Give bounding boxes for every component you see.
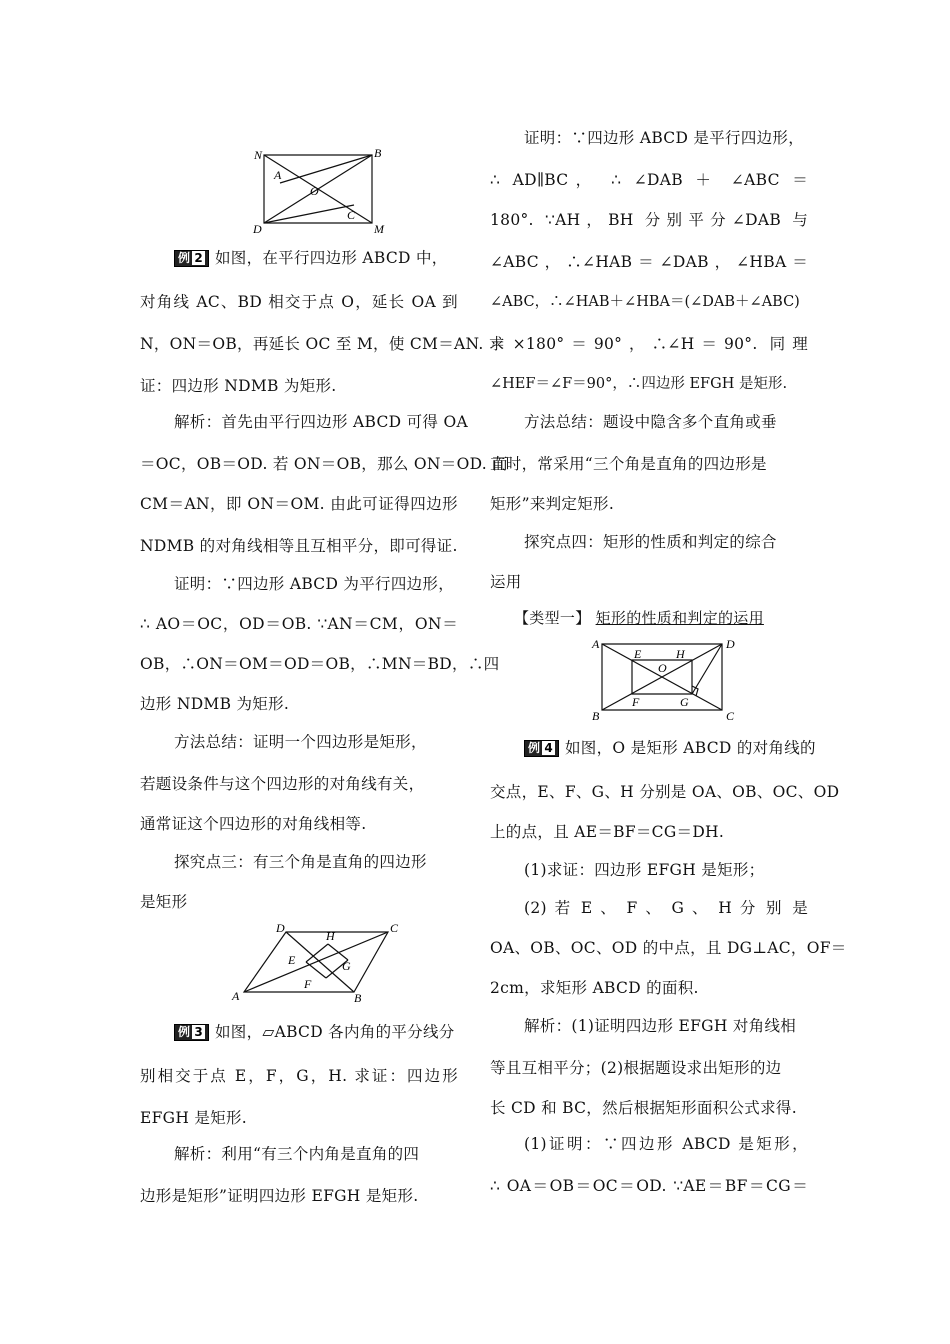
fig3-label-f: F: [304, 977, 312, 991]
proof-4-line-1: (1)证明：∵四边形 ABCD 是矩形，: [524, 1135, 808, 1153]
example-4-line-1: 例 4 如图，O 是矩形 ABCD 的对角线的: [524, 738, 808, 758]
proof-3-line-2: ∴ AD∥BC， ∴ ∠DAB ＋ ∠ABC ＝: [490, 171, 808, 189]
question-2-line-3: 2cm，求矩形 ABCD 的面积.: [490, 979, 699, 997]
example-4-badge: 例 4: [524, 740, 559, 757]
method-2-line-3: 通常证这个四边形的对角线相等.: [140, 815, 367, 833]
proof-3-line-7: ∠HEF＝∠F＝90°，∴四边形 EFGH 是矩形.: [490, 376, 788, 392]
fig1-label-m: M: [374, 222, 384, 236]
analysis-2-line-3: CM＝AN，即 ON＝OM. 由此可证得四边形: [140, 495, 458, 513]
example-3-line-3: EFGH 是矩形.: [140, 1109, 248, 1127]
analysis-3-line-1: 解析：利用“有三个内角是直角的四: [174, 1145, 420, 1163]
figure-rectangle-ndmb: [250, 145, 390, 237]
example-2-line-2: 对角线 AC、BD 相交于点 O，延长 OA 到: [140, 293, 458, 311]
proof-3-line-3: 180°. ∵AH，BH 分别平分∠DAB 与: [490, 211, 808, 229]
proof-3-line-5: ∠ABC，∴∠HAB＋∠HBA＝(∠DAB＋∠ABC): [490, 294, 800, 310]
fig3-label-g: G: [342, 959, 351, 973]
fig3-label-b: B: [354, 991, 362, 1005]
method-3-line-3: 矩形”来判定矩形.: [490, 495, 615, 513]
fig1-label-d: D: [253, 222, 262, 236]
figure-rectangle-abcd-efgh: [588, 634, 748, 726]
example-3-badge: 例 3: [174, 1024, 209, 1041]
fig4-label-d: D: [726, 637, 735, 651]
example-2-line-4: 证：四边形 NDMB 为矩形.: [140, 377, 337, 395]
fig1-label-n: N: [254, 148, 263, 162]
analysis-4-line-3: 长 CD 和 BC，然后根据矩形面积公式求得.: [490, 1099, 797, 1117]
analysis-4-line-1: 解析：(1)证明四边形 EFGH 对角线相: [524, 1017, 797, 1035]
fig4-label-h: H: [676, 647, 685, 661]
analysis-2-line-1: 解析：首先由平行四边形 ABCD 可得 OA: [174, 413, 468, 431]
analysis-4-line-2: 等且互相平分；(2)根据题设求出矩形的边: [490, 1059, 782, 1077]
fig3-label-c: C: [390, 921, 399, 935]
proof-2-line-1: 证明：∵四边形 ABCD 为平行四边形，: [174, 575, 455, 593]
point-3-line-2: 是矩形: [140, 893, 188, 911]
fig4-label-e: E: [634, 647, 642, 661]
fig4-label-o: O: [658, 661, 667, 675]
type-1-title: 矩形的性质和判定的运用: [595, 609, 764, 627]
figure-parallelogram-efgh: [230, 918, 410, 1006]
fig4-label-a: A: [592, 637, 600, 651]
fig3-label-d: D: [276, 921, 285, 935]
proof-4-line-2: ∴ OA＝OB＝OC＝OD. ∵AE＝BF＝CG＝: [490, 1177, 808, 1195]
fig3-label-h: H: [326, 929, 335, 943]
proof-3-line-6: ＝×180°＝90°，∴∠H＝90°. 同理: [490, 335, 808, 353]
proof-3-line-4: ∠ABC，∴∠HAB＝∠DAB，∠HBA＝: [490, 253, 808, 271]
example-4-line-3: 上的点，且 AE＝BF＝CG＝DH.: [490, 823, 725, 841]
fig4-label-f: F: [632, 695, 640, 709]
fig3-label-e: E: [288, 953, 296, 967]
proof-2-line-3: OB，∴ON＝OM＝OD＝OB，∴MN＝BD，∴四: [140, 655, 500, 673]
fig4-label-g: G: [680, 695, 689, 709]
fig1-label-c: C: [347, 208, 356, 222]
fig1-label-a: A: [274, 168, 282, 182]
question-2-line-1: (2) 若 E 、 F 、 G 、 H 分 别 是: [524, 899, 808, 917]
point-4-line-1: 探究点四：矩形的性质和判定的综合: [524, 533, 777, 551]
example-4-line-2: 交点，E、F、G、H 分别是 OA、OB、OC、OD: [490, 783, 840, 801]
example-3-line-2: 别相交于点 E，F，G，H. 求证：四边形: [140, 1067, 458, 1085]
example-2-line-1: 例 2 如图，在平行四边形 ABCD 中，: [174, 248, 458, 268]
fig4-label-b: B: [592, 709, 600, 723]
example-2-badge: 例 2: [174, 250, 209, 267]
point-3-line-1: 探究点三：有三个角是直角的四边形: [174, 853, 427, 871]
point-4-line-2: 运用: [490, 573, 522, 591]
proof-2-line-4: 边形 NDMB 为矩形.: [140, 695, 290, 713]
method-2-line-1: 方法总结：证明一个四边形是矩形，: [174, 733, 427, 751]
analysis-2-line-2: ＝OC，OB＝OD. 若 ON＝OB，那么 ON＝OD. 而: [140, 455, 509, 473]
example-3-line-1: 例 3 如图，▱ABCD 各内角的平分线分: [174, 1022, 458, 1042]
type-1-bracket: 【类型一】: [514, 609, 591, 627]
proof-3-line-1: 证明：∵四边形 ABCD 是平行四边形，: [524, 129, 805, 147]
analysis-2-line-4: NDMB 的对角线相等且互相平分，即可得证.: [140, 537, 458, 555]
type-1-heading: [514, 608, 808, 628]
method-2-line-2: 若题设条件与这个四边形的对角线有关，: [140, 775, 425, 793]
question-1: (1)求证：四边形 EFGH 是矩形；: [524, 861, 765, 879]
analysis-3-line-2: 边形是矩形”证明四边形 EFGH 是矩形.: [140, 1187, 419, 1205]
fig4-label-c: C: [726, 709, 735, 723]
fig3-label-a: A: [232, 989, 240, 1003]
example-2-line-3: N，ON＝OB，再延长 OC 至 M，使 CM＝AN. 求: [140, 335, 505, 353]
method-3-line-2: 直时，常采用“三个角是直角的四边形是: [490, 455, 767, 473]
method-3-line-1: 方法总结：题设中隐含多个直角或垂: [524, 413, 777, 431]
fig1-label-b: B: [374, 146, 382, 160]
proof-2-line-2: ∴ AO＝OC，OD＝OB. ∵AN＝CM，ON＝: [140, 615, 458, 633]
question-2-line-2: OA、OB、OC、OD 的中点，且 DG⊥AC，OF＝: [490, 939, 847, 957]
fig1-label-o: O: [310, 184, 319, 198]
